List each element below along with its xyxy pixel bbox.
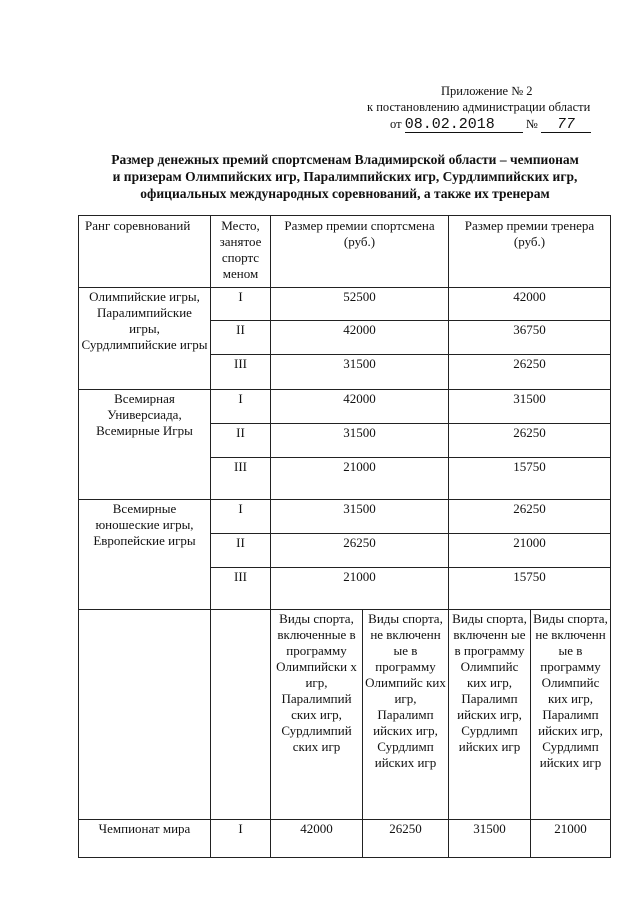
awards-table — [78, 215, 611, 858]
place-cell: II — [211, 321, 271, 355]
place-cell: III — [211, 568, 271, 610]
table-row — [79, 288, 611, 321]
header-place: Место, занятое спортс меном — [211, 216, 271, 288]
athlete-prize-cell: 31500 — [271, 355, 449, 390]
coach-prize-cell: 36750 — [449, 321, 611, 355]
header-rank: Ранг соревнований — [79, 216, 211, 288]
subheader-row — [79, 610, 611, 820]
athlete-prize-cell: 31500 — [271, 424, 449, 458]
table-row — [79, 390, 611, 424]
subheader-athlete-non-olympic: Виды спорта, не включенн ые в программу Олимпийс ких игр, Паралимп ийских игр, Сурдлимп ийских игр — [363, 610, 449, 820]
athlete-prize-cell: 26250 — [271, 534, 449, 568]
table-header-row — [79, 216, 611, 288]
appendix-title: Приложение № 2 — [441, 84, 533, 98]
table-row — [79, 500, 611, 534]
subheader-coach-non-olympic: Виды спорта, не включенн ые в программу Олимпийс ких игр, Паралимп ийских игр, Сурдлимп ийских игр — [531, 610, 611, 820]
athlete-prize-cell: 21000 — [271, 568, 449, 610]
coach-prize-cell: 26250 — [449, 424, 611, 458]
place-cell: II — [211, 424, 271, 458]
subheader-empty-rank — [79, 610, 211, 820]
athlete-prize-cell: 42000 — [271, 820, 363, 858]
coach-prize-cell: 42000 — [449, 288, 611, 321]
coach-prize-cell: 15750 — [449, 458, 611, 500]
place-cell: I — [211, 288, 271, 321]
coach-prize-cell: 21000 — [531, 820, 611, 858]
appendix-number: 77 — [541, 117, 591, 133]
appendix-date: 08.02.2018 — [405, 117, 523, 133]
rank-cell: Олимпийские игры, Паралимпийские игры, Сурдлимпийские игры — [79, 288, 211, 390]
place-cell: I — [211, 500, 271, 534]
header-athlete: Размер премии спортсмена (руб.) — [271, 216, 449, 288]
title-line-2: и призерам Олимпийских игр, Паралимпийских игр, Сурдлимпийских игр, — [112, 169, 578, 184]
title-line-3: официальных международных соревнований, а также их тренерам — [140, 186, 550, 201]
coach-prize-cell: 26250 — [449, 500, 611, 534]
date-prefix: от — [390, 117, 402, 131]
coach-prize-cell: 26250 — [449, 355, 611, 390]
athlete-prize-cell: 42000 — [271, 321, 449, 355]
athlete-prize-cell: 42000 — [271, 390, 449, 424]
coach-prize-cell: 21000 — [449, 534, 611, 568]
subheader-coach-olympic: Виды спорта, включенн ые в программу Олимпийс ких игр, Паралимп ийских игр, Сурдлимп ийских игр — [449, 610, 531, 820]
athlete-prize-cell: 52500 — [271, 288, 449, 321]
place-cell: III — [211, 458, 271, 500]
table-row — [79, 820, 611, 858]
athlete-prize-cell: 31500 — [271, 500, 449, 534]
coach-prize-cell: 31500 — [449, 820, 531, 858]
coach-prize-cell: 31500 — [449, 390, 611, 424]
title-line-1: Размер денежных премий спортсменам Владимирской области – чемпионам — [111, 152, 579, 167]
place-cell: I — [211, 390, 271, 424]
appendix-subtitle: к постановлению администрации области — [367, 100, 591, 114]
appendix-date-line — [390, 117, 591, 133]
place-cell: II — [211, 534, 271, 568]
rank-cell: Всемирная Универсиада, Всемирные Игры — [79, 390, 211, 500]
rank-cell: Чемпионат мира — [79, 820, 211, 858]
subheader-athlete-olympic: Виды спорта, включенные в программу Олимпийски х игр, Паралимпий ских игр, Сурдлимпий ских игр — [271, 610, 363, 820]
number-label: № — [525, 117, 538, 131]
document-title — [75, 151, 615, 202]
subheader-empty-place — [211, 610, 271, 820]
place-cell: III — [211, 355, 271, 390]
coach-prize-cell: 15750 — [449, 568, 611, 610]
athlete-prize-cell: 21000 — [271, 458, 449, 500]
athlete-prize-cell: 26250 — [363, 820, 449, 858]
rank-cell: Всемирные юношеские игры, Европейские игры — [79, 500, 211, 610]
header-coach: Размер премии тренера (руб.) — [449, 216, 611, 288]
place-cell: I — [211, 820, 271, 858]
